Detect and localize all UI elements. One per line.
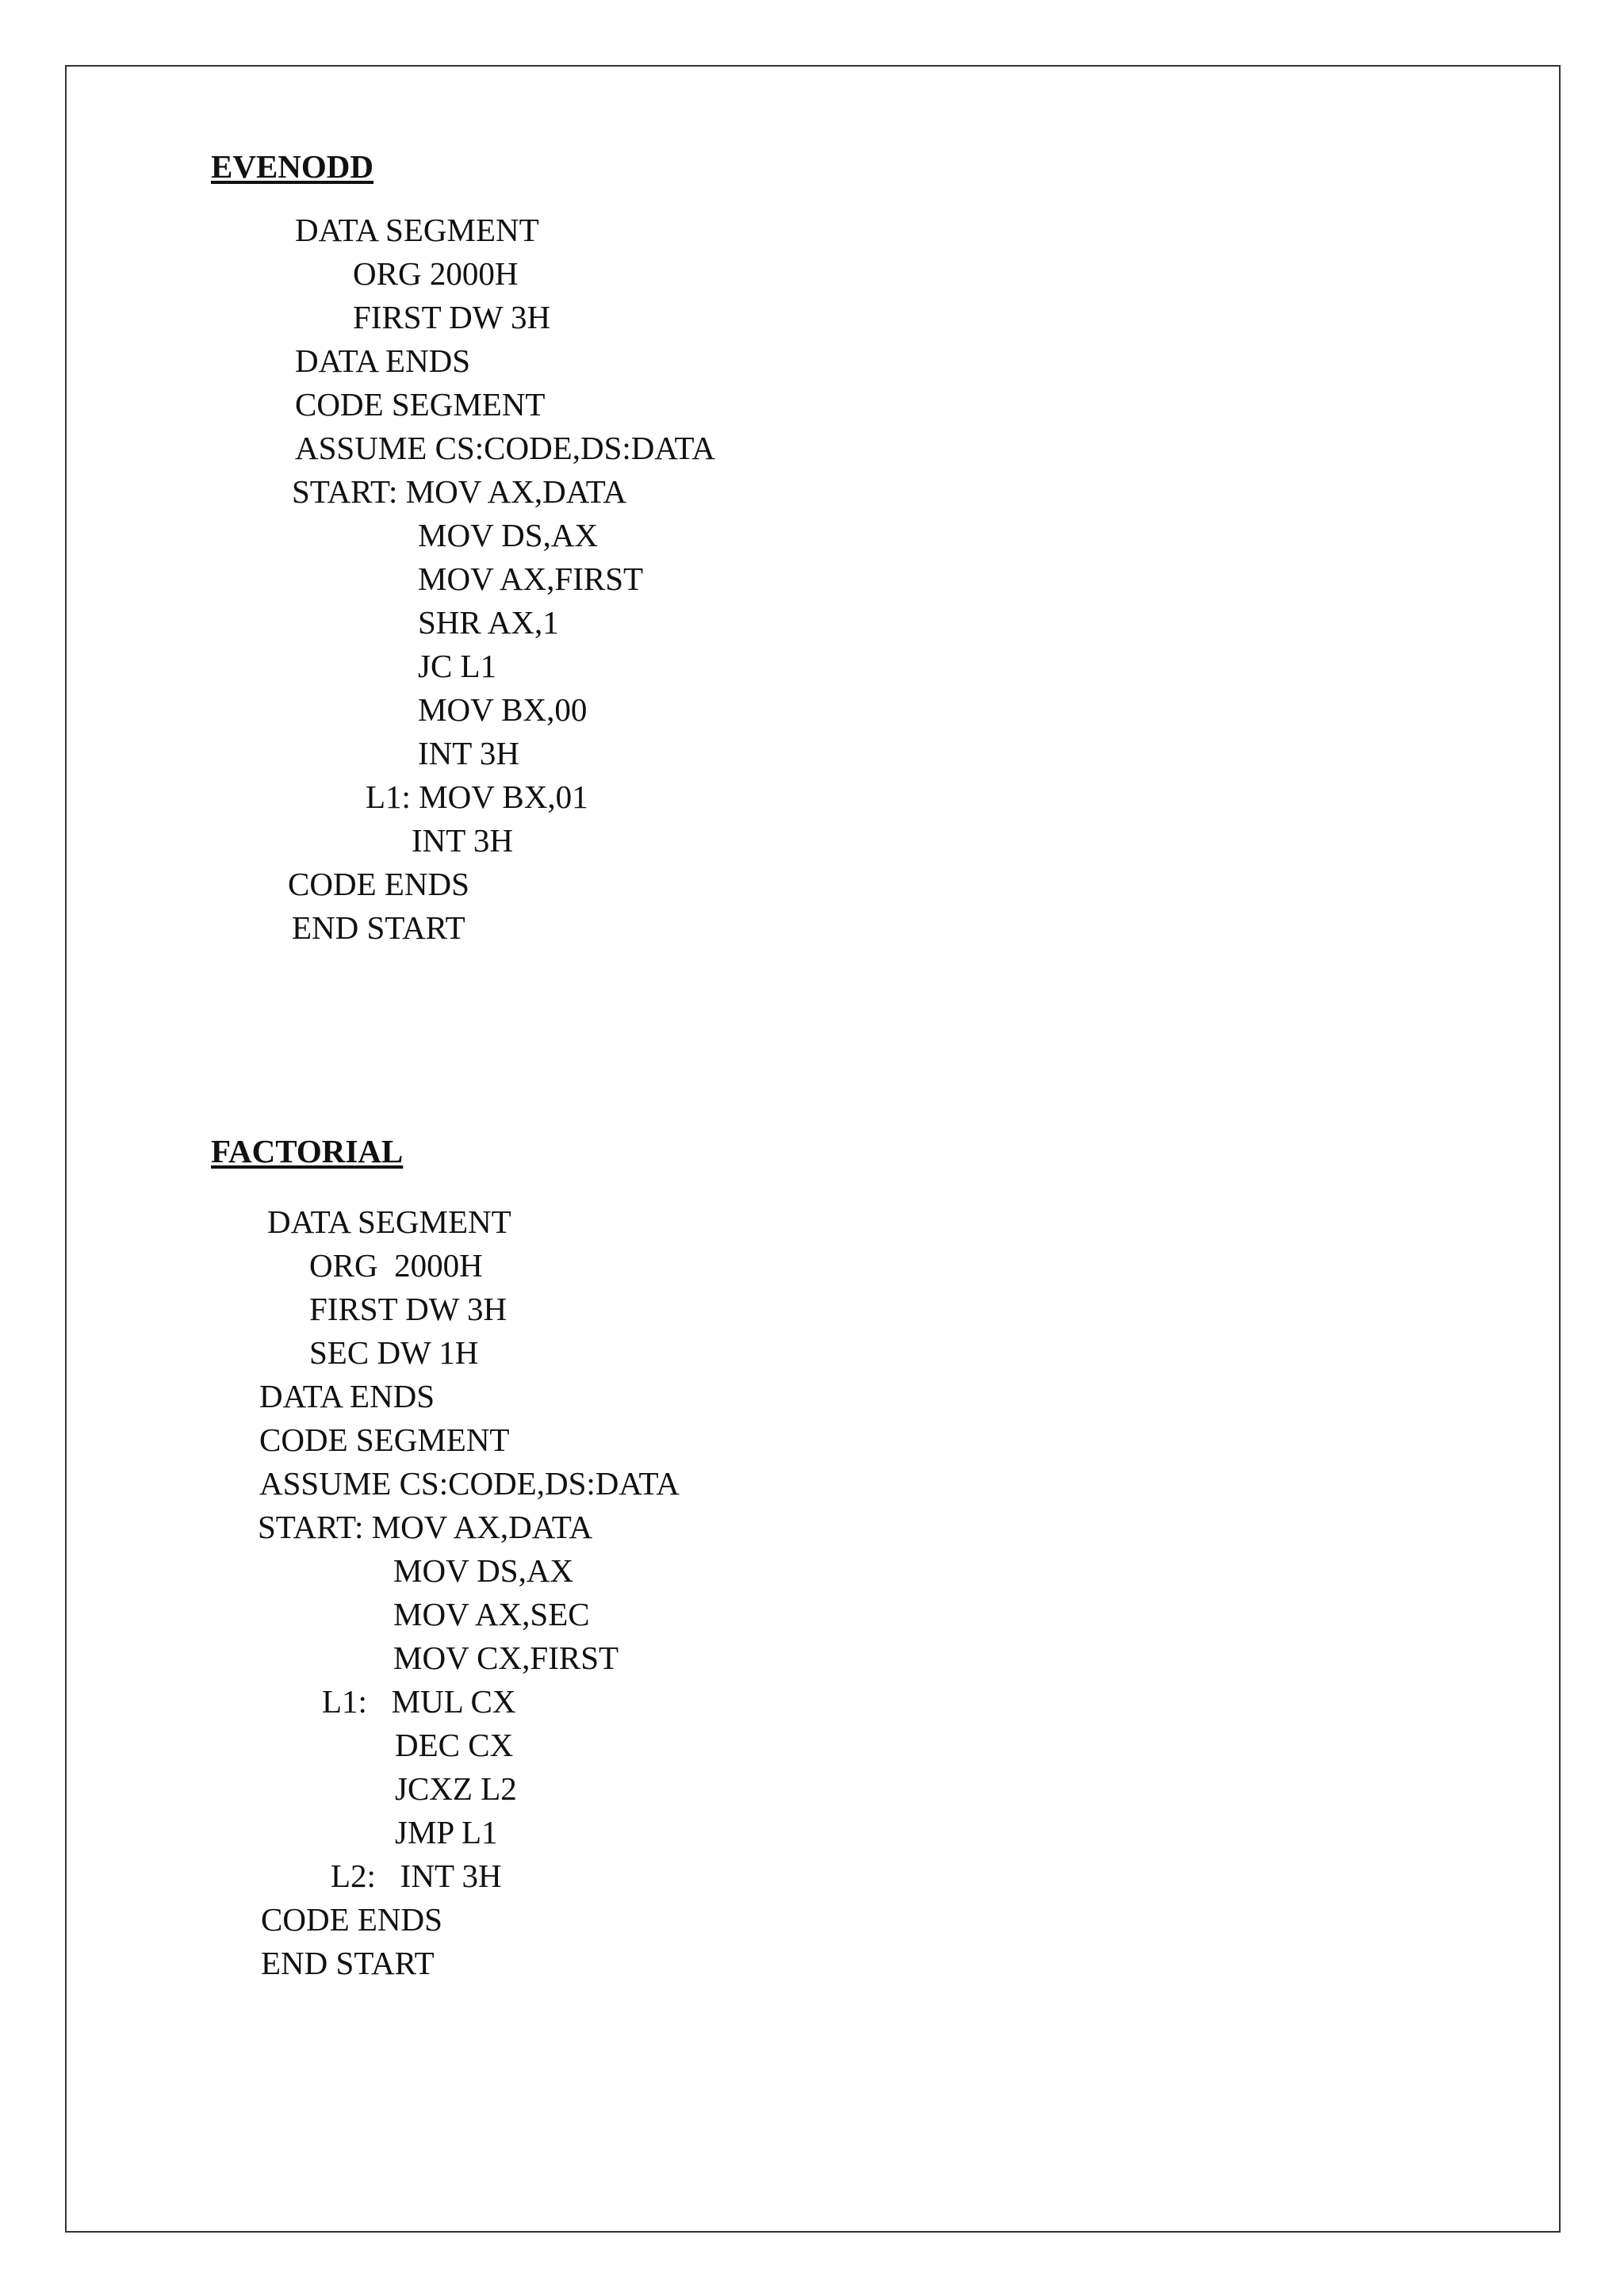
code-line: DEC CX <box>395 1727 514 1763</box>
code-line: INT 3H <box>412 822 513 859</box>
code-line: MOV DS,AX <box>393 1552 574 1589</box>
code-line: ORG 2000H <box>353 255 519 292</box>
code-line: ASSUME CS:CODE,DS:DATA <box>295 430 715 466</box>
code-line: ORG 2000H <box>309 1247 483 1284</box>
code-line: START: MOV AX,DATA <box>292 473 627 510</box>
code-line: MOV AX,SEC <box>393 1596 590 1632</box>
code-line: FIRST DW 3H <box>353 299 551 335</box>
code-line: SEC DW 1H <box>309 1334 479 1371</box>
code-line: FIRST DW 3H <box>309 1291 508 1327</box>
code-line: MOV DS,AX <box>418 517 599 553</box>
code-line: JCXZ L2 <box>395 1770 517 1807</box>
code-line: MOV BX,00 <box>418 691 588 728</box>
section-title-factorial: FACTORIAL <box>211 1133 404 1169</box>
code-line: SHR AX,1 <box>418 604 559 641</box>
code-line: CODE SEGMENT <box>295 386 546 423</box>
code-line: CODE ENDS <box>288 866 469 902</box>
code-line: JC L1 <box>418 648 497 684</box>
code-line: L1: MUL CX <box>322 1683 516 1720</box>
code-line: L2: INT 3H <box>331 1858 502 1894</box>
code-line: START: MOV AX,DATA <box>258 1509 593 1545</box>
code-line: MOV CX,FIRST <box>393 1640 619 1676</box>
code-line: DATA ENDS <box>295 342 471 379</box>
code-line: CODE ENDS <box>261 1901 442 1938</box>
code-line: DATA SEGMENT <box>295 212 539 248</box>
code-line: L1: MOV BX,01 <box>366 779 588 815</box>
code-line: END START <box>261 1945 435 1981</box>
code-line: MOV AX,FIRST <box>418 561 644 597</box>
code-line: INT 3H <box>418 735 519 771</box>
code-line: ASSUME CS:CODE,DS:DATA <box>259 1465 680 1502</box>
code-line: END START <box>292 909 465 946</box>
code-line: JMP L1 <box>395 1814 498 1850</box>
section-title-evenodd: EVENODD <box>211 148 374 185</box>
code-line: DATA SEGMENT <box>267 1203 511 1240</box>
code-line: DATA ENDS <box>259 1378 435 1414</box>
code-line: CODE SEGMENT <box>259 1422 510 1458</box>
